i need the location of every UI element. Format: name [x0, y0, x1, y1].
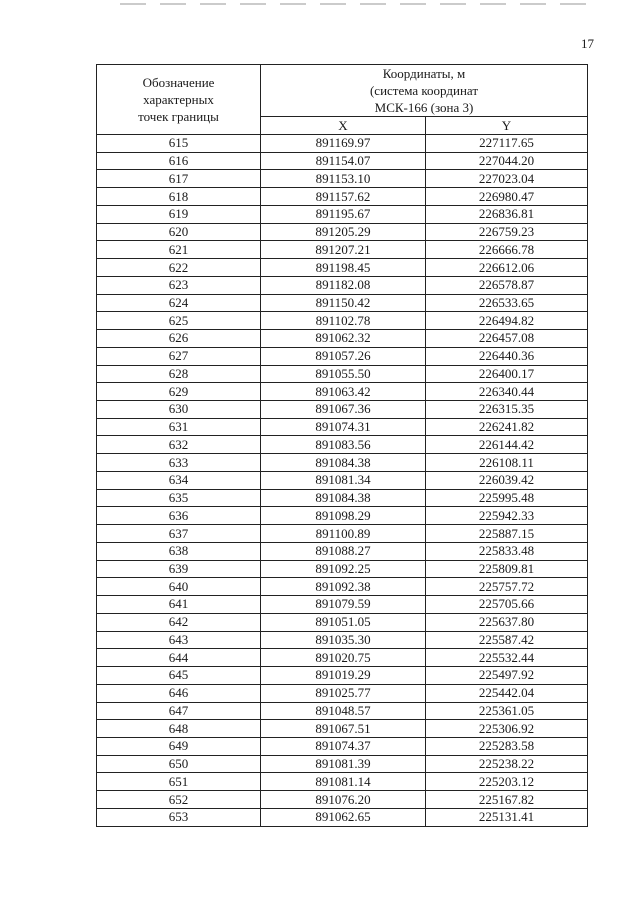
point-cell: 652 [97, 791, 261, 809]
table-row [97, 205, 588, 223]
x-coordinate-cell: 891154.07 [261, 152, 426, 170]
y-coordinate-cell: 226759.23 [426, 223, 588, 241]
table-row [97, 613, 588, 631]
table-row [97, 560, 588, 578]
point-cell: 615 [97, 135, 261, 153]
y-coordinate-cell: 225942.33 [426, 507, 588, 525]
point-cell: 637 [97, 525, 261, 543]
y-coordinate-cell: 227023.04 [426, 170, 588, 188]
table-row [97, 684, 588, 702]
table-row [97, 702, 588, 720]
y-coordinate-cell: 226108.11 [426, 454, 588, 472]
y-coordinate-cell: 225757.72 [426, 578, 588, 596]
table-row [97, 347, 588, 365]
y-coordinate-cell: 226980.47 [426, 188, 588, 206]
point-cell: 649 [97, 737, 261, 755]
x-coordinate-cell: 891081.39 [261, 755, 426, 773]
x-coordinate-cell: 891079.59 [261, 596, 426, 614]
point-cell: 643 [97, 631, 261, 649]
y-coordinate-cell: 226241.82 [426, 418, 588, 436]
y-coordinate-cell: 225887.15 [426, 525, 588, 543]
y-coordinate-cell: 226315.35 [426, 401, 588, 419]
y-column-header: Y [426, 117, 588, 135]
x-coordinate-cell: 891084.38 [261, 489, 426, 507]
table-row [97, 436, 588, 454]
table-row [97, 365, 588, 383]
x-coordinate-cell: 891150.42 [261, 294, 426, 312]
point-cell: 644 [97, 649, 261, 667]
y-coordinate-cell: 226400.17 [426, 365, 588, 383]
y-coordinate-cell: 225705.66 [426, 596, 588, 614]
y-coordinate-cell: 226039.42 [426, 471, 588, 489]
y-coordinate-cell: 225587.42 [426, 631, 588, 649]
point-cell: 638 [97, 542, 261, 560]
table-row [97, 223, 588, 241]
table-row [97, 294, 588, 312]
point-cell: 624 [97, 294, 261, 312]
y-coordinate-cell: 225995.48 [426, 489, 588, 507]
table-row [97, 401, 588, 419]
y-coordinate-cell: 226440.36 [426, 347, 588, 365]
point-cell: 642 [97, 613, 261, 631]
table-row [97, 791, 588, 809]
x-coordinate-cell: 891182.08 [261, 276, 426, 294]
point-cell: 653 [97, 808, 261, 826]
y-coordinate-cell: 225283.58 [426, 737, 588, 755]
point-cell: 632 [97, 436, 261, 454]
point-cell: 639 [97, 560, 261, 578]
point-cell: 635 [97, 489, 261, 507]
table-row [97, 188, 588, 206]
table-row [97, 542, 588, 560]
table-row [97, 489, 588, 507]
point-cell: 627 [97, 347, 261, 365]
table-row [97, 454, 588, 472]
point-cell: 617 [97, 170, 261, 188]
point-cell: 641 [97, 596, 261, 614]
x-coordinate-cell: 891153.10 [261, 170, 426, 188]
x-coordinate-cell: 891092.38 [261, 578, 426, 596]
point-cell: 640 [97, 578, 261, 596]
page-number: 17 [581, 36, 594, 51]
x-coordinate-cell: 891102.78 [261, 312, 426, 330]
x-coordinate-cell: 891062.32 [261, 330, 426, 348]
y-coordinate-cell: 226144.42 [426, 436, 588, 454]
x-coordinate-cell: 891205.29 [261, 223, 426, 241]
x-coordinate-cell: 891063.42 [261, 383, 426, 401]
table-row [97, 667, 588, 685]
table-row [97, 418, 588, 436]
table-row [97, 152, 588, 170]
y-coordinate-cell: 226340.44 [426, 383, 588, 401]
scan-edge-artifact [120, 3, 590, 5]
x-coordinate-cell: 891062.65 [261, 808, 426, 826]
x-coordinate-cell: 891100.89 [261, 525, 426, 543]
y-coordinate-cell: 226533.65 [426, 294, 588, 312]
y-coordinate-cell: 225203.12 [426, 773, 588, 791]
x-coordinate-cell: 891067.51 [261, 720, 426, 738]
table-row [97, 649, 588, 667]
coordinates-table [96, 64, 588, 827]
point-cell: 618 [97, 188, 261, 206]
x-coordinate-cell: 891195.67 [261, 205, 426, 223]
point-cell: 622 [97, 259, 261, 277]
y-coordinate-cell: 226494.82 [426, 312, 588, 330]
table-row [97, 312, 588, 330]
x-coordinate-cell: 891048.57 [261, 702, 426, 720]
point-cell: 634 [97, 471, 261, 489]
point-cell: 651 [97, 773, 261, 791]
y-coordinate-cell: 225167.82 [426, 791, 588, 809]
point-cell: 625 [97, 312, 261, 330]
x-coordinate-cell: 891025.77 [261, 684, 426, 702]
point-cell: 646 [97, 684, 261, 702]
table-row [97, 259, 588, 277]
x-coordinate-cell: 891088.27 [261, 542, 426, 560]
table-row [97, 471, 588, 489]
x-coordinate-cell: 891081.14 [261, 773, 426, 791]
y-coordinate-cell: 227044.20 [426, 152, 588, 170]
x-coordinate-cell: 891051.05 [261, 613, 426, 631]
x-coordinate-cell: 891083.56 [261, 436, 426, 454]
x-coordinate-cell: 891207.21 [261, 241, 426, 259]
table-row [97, 330, 588, 348]
point-cell: 630 [97, 401, 261, 419]
point-cell: 650 [97, 755, 261, 773]
point-cell: 620 [97, 223, 261, 241]
table-row [97, 737, 588, 755]
point-cell: 628 [97, 365, 261, 383]
x-coordinate-cell: 891092.25 [261, 560, 426, 578]
table-row [97, 578, 588, 596]
point-cell: 647 [97, 702, 261, 720]
y-coordinate-cell: 225833.48 [426, 542, 588, 560]
y-coordinate-cell: 225442.04 [426, 684, 588, 702]
table-row [97, 720, 588, 738]
table-row [97, 276, 588, 294]
y-coordinate-cell: 226666.78 [426, 241, 588, 259]
point-cell: 616 [97, 152, 261, 170]
y-coordinate-cell: 225238.22 [426, 755, 588, 773]
y-coordinate-cell: 226457.08 [426, 330, 588, 348]
x-coordinate-cell: 891020.75 [261, 649, 426, 667]
table-row [97, 241, 588, 259]
x-coordinate-cell: 891157.62 [261, 188, 426, 206]
point-cell: 621 [97, 241, 261, 259]
x-coordinate-cell: 891169.97 [261, 135, 426, 153]
point-cell: 626 [97, 330, 261, 348]
table-row [97, 170, 588, 188]
table-row [97, 808, 588, 826]
x-coordinate-cell: 891198.45 [261, 259, 426, 277]
table-row [97, 135, 588, 153]
point-cell: 629 [97, 383, 261, 401]
y-coordinate-cell: 225497.92 [426, 667, 588, 685]
point-cell: 648 [97, 720, 261, 738]
x-coordinate-cell: 891067.36 [261, 401, 426, 419]
coordinates-column-header: Координаты, м (система координат МСК-166 (зона 3) [261, 65, 588, 117]
table-body [97, 135, 588, 827]
y-coordinate-cell: 225361.05 [426, 702, 588, 720]
table-row [97, 773, 588, 791]
x-coordinate-cell: 891019.29 [261, 667, 426, 685]
point-cell: 631 [97, 418, 261, 436]
table-row [97, 596, 588, 614]
point-cell: 623 [97, 276, 261, 294]
x-coordinate-cell: 891098.29 [261, 507, 426, 525]
x-coordinate-cell: 891074.37 [261, 737, 426, 755]
y-coordinate-cell: 225637.80 [426, 613, 588, 631]
x-coordinate-cell: 891074.31 [261, 418, 426, 436]
table-row [97, 631, 588, 649]
table-row [97, 755, 588, 773]
points-column-header: Обозначение характерных точек границы [97, 65, 261, 135]
y-coordinate-cell: 226836.81 [426, 205, 588, 223]
point-cell: 619 [97, 205, 261, 223]
x-coordinate-cell: 891035.30 [261, 631, 426, 649]
point-cell: 636 [97, 507, 261, 525]
y-coordinate-cell: 226578.87 [426, 276, 588, 294]
x-coordinate-cell: 891076.20 [261, 791, 426, 809]
x-column-header: X [261, 117, 426, 135]
y-coordinate-cell: 227117.65 [426, 135, 588, 153]
x-coordinate-cell: 891081.34 [261, 471, 426, 489]
y-coordinate-cell: 226612.06 [426, 259, 588, 277]
point-cell: 633 [97, 454, 261, 472]
y-coordinate-cell: 225532.44 [426, 649, 588, 667]
y-coordinate-cell: 225809.81 [426, 560, 588, 578]
y-coordinate-cell: 225306.92 [426, 720, 588, 738]
point-cell: 645 [97, 667, 261, 685]
table-row [97, 525, 588, 543]
x-coordinate-cell: 891057.26 [261, 347, 426, 365]
table-row [97, 383, 588, 401]
table-row [97, 507, 588, 525]
y-coordinate-cell: 225131.41 [426, 808, 588, 826]
x-coordinate-cell: 891084.38 [261, 454, 426, 472]
x-coordinate-cell: 891055.50 [261, 365, 426, 383]
